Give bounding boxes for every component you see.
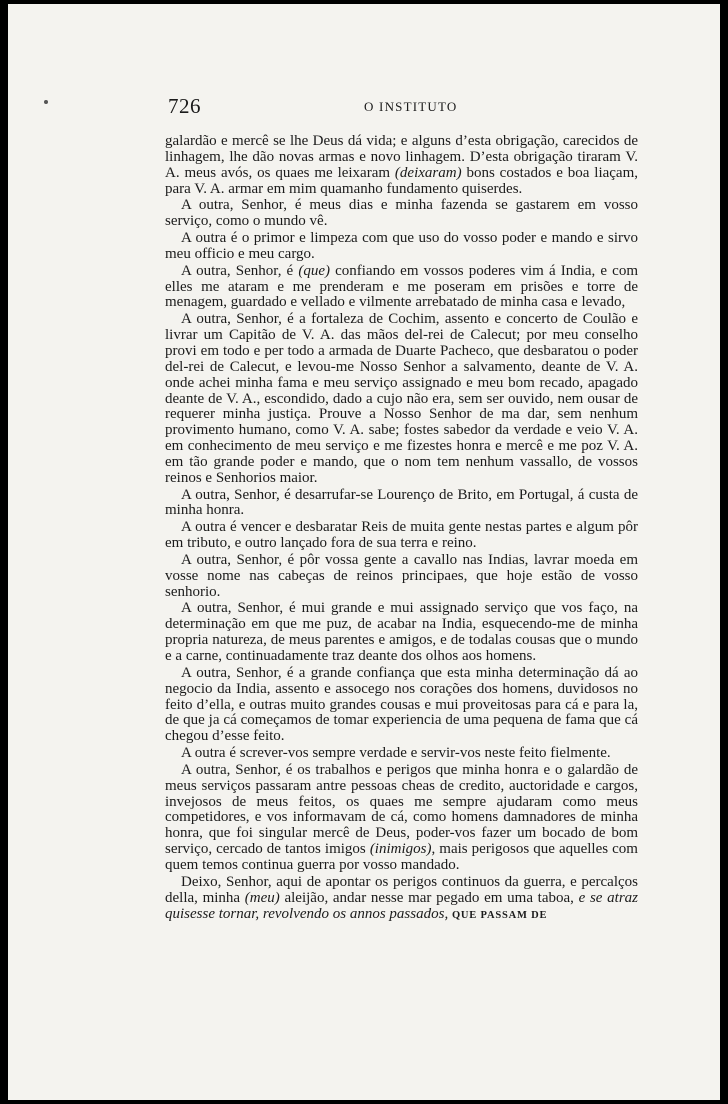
page-header	[168, 94, 638, 118]
small-caps-text: QUE PASSAM DE	[451, 909, 548, 921]
text-segment: confiando em vossos poderes vim á India, e com elles me ataram e me prenderam e me poseram em prisões e torre de menagem, guardado e vellado e vilmente arrebatado de minha casa e levado,	[165, 262, 638, 311]
book-page	[8, 4, 720, 1100]
text-segment: A outra, Senhor, é a fortaleza de Cochim, assento e concerto de Coulão e livrar um Capitão de V. A. das mãos del-rei de Calecut; por meu conselho provi em todo e per todo a armada de Duarte Pacheco, que desbaratou o poder del-rei de Calecut, e levou-me Nosso Senhor a salvamento, deante de V. A. onde achei minha fama e meu serviço assignado e meu bom recado, apagado deante de V. A., escondido, dado a cujo não era, sem ser ouvido, nem ousar de requerer minha justiça. Prouve a Nosso Senhor de ma dar, sem nenhum provimento humano, como V. A. sabe; fostes sabedor da verdade e veio V. A. em conhecimento de meu serviço e me fizestes honra e mercê e me poz V. A. em tão grande poder e mando, que o nom tem nenhum vassallo, de vossos reinos e Senhorios maior.	[165, 311, 638, 486]
italic-text: (inimigos)	[369, 841, 432, 858]
text-segment: A outra é screver-vos sempre verdade e servir-vos neste feito fielmente.	[181, 745, 611, 762]
text-segment: , mais perigosos que aquelles com quem temos continua guerra por vosso mandado.	[165, 841, 638, 873]
text-segment: A outra, Senhor, é os trabalhos e perigos que minha honra e o galardão de meus serviços passaram antre pessoas cheas de credito, auctoridade e cargos, invejosos de meus feitos, os quaes me sempre ajudaram como meus competidores, e vos informavam de cá, como homens damnadores de minha honra, que foi singular mercê de Deus, poder-vos fazer um bocado de bom serviço, cercado de tantos imigos	[165, 761, 638, 858]
text-segment: A outra, Senhor, é mui grande e mui assignado serviço que vos faço, na determinação em que me puz, de acabar na India, esquecendo-me de minha propria natureza, de meus parentes e amigos, e de todalas cousas que o mundo e a carne, continuadamente traz deante dos olhos aos homens.	[165, 600, 638, 664]
paragraph	[165, 488, 638, 520]
text-segment: galardão e mercê se lhe Deus dá vida; e alguns d’esta obrigação, carecidos de linhagem, lhe dão novas armas e novo linhagem. D’esta obrigação tiraram V. A. meus avós, os quaes me leixaram	[165, 133, 638, 181]
italic-text: (deixaram)	[394, 164, 462, 181]
text-segment: A outra, Senhor, é	[181, 262, 299, 279]
paragraph	[165, 666, 638, 745]
italic-text: (meu)	[244, 889, 280, 906]
text-segment: aleijão, andar nesse mar pegado em uma taboa,	[279, 889, 579, 906]
paragraph	[165, 231, 638, 263]
text-segment: A outra, Senhor, é meus dias e minha fazenda se gastarem em vosso serviço, como o mundo vê.	[165, 197, 638, 230]
paragraph	[165, 763, 638, 874]
italic-text: (que)	[298, 262, 330, 279]
paragraph	[165, 875, 638, 924]
paragraph	[165, 312, 638, 486]
text-segment: bons costados e boa liaçam, para V. A. armar em mim quamanho fundamento quiserdes.	[165, 164, 638, 197]
text-segment: A outra é vencer e desbaratar Reis de muita gente nestas partes e algum pôr em tributo, e outro lançado fora de sua terra e reino.	[165, 519, 638, 552]
paragraph	[165, 746, 638, 762]
paragraph	[165, 601, 638, 664]
paragraph	[165, 520, 638, 552]
text-segment: A outra, Senhor, é pôr vossa gente a cavallo nas Indias, lavrar moeda em vosse nome nas cabeças de reinos principaes, que hoje estão de vosso senhorio.	[165, 551, 638, 600]
paragraph	[165, 553, 638, 601]
italic-text: e se atraz quisesse tornar, revolvendo os annos passados,	[165, 889, 638, 922]
paragraph	[165, 134, 638, 197]
text-segment: A outra, Senhor, é desarrufar-se Lourenço de Brito, em Portugal, á custa de minha honra.	[165, 486, 638, 519]
body-text	[165, 134, 638, 924]
paragraph	[165, 198, 638, 230]
page-speck	[44, 100, 48, 104]
text-segment: A outra é o primor e limpeza com que uso do vosso poder e mando e sirvo meu officio e meu cargo.	[165, 230, 638, 262]
text-segment: A outra, Senhor, é a grande confiança que esta minha determinação dá ao negocio da India, assento e assocego nos corações dos homens, duvidosos no feito d’ella, e outras muito grandes cousas e mui proveitosas para cá e para la, de que ja cá começamos de tomar experiencia de uma pequena de fama que cá chegou d’esse feito.	[165, 664, 638, 745]
running-title: O INSTITUTO	[364, 99, 458, 114]
text-segment: Deixo, Senhor, aqui de apontar os perigos continuos da guerra, e percalços della, minha	[165, 873, 638, 906]
page-number: 726	[168, 94, 201, 118]
paragraph	[165, 264, 638, 312]
